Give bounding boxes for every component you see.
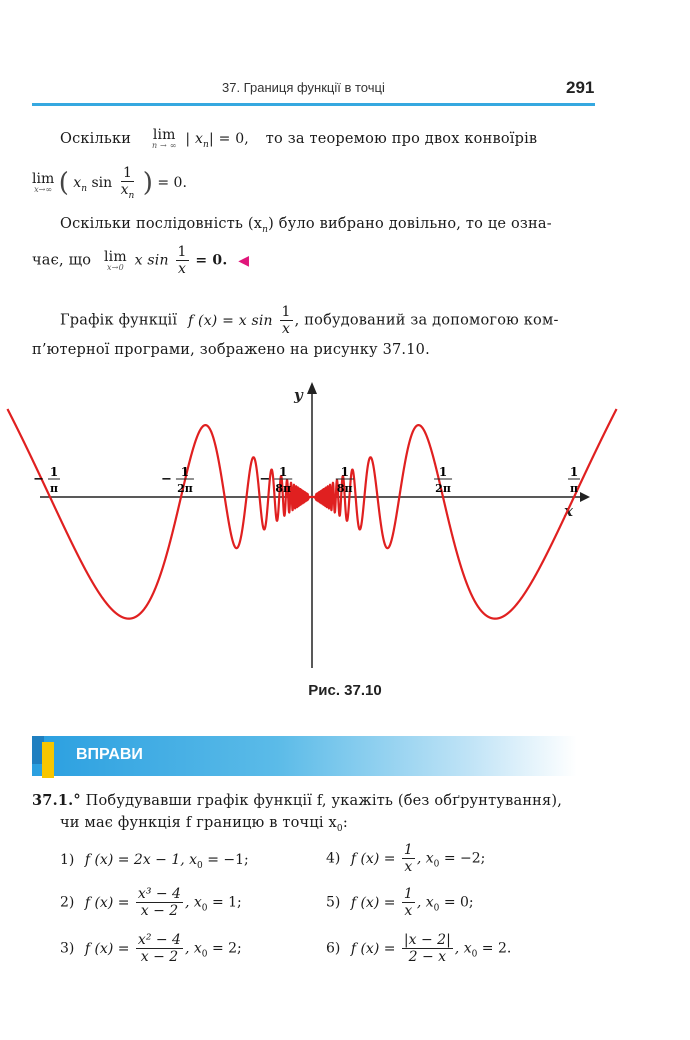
exercise-item-6: 6) f (x) = $\frac{|x - 2|}{2 - x}$ , $x_0 = 2$.: [326, 932, 512, 966]
tick-numerator: 1: [49, 465, 59, 479]
x-axis-label: x: [564, 502, 573, 520]
tick-labels: [33, 465, 580, 495]
p2-sin: sin: [87, 175, 117, 192]
paragraph-3-line-2: [32, 244, 249, 277]
exercise-item-4: 4) f (x) = $\frac{1}{x}$ , $x_0 = -2$;: [326, 842, 486, 876]
end-of-proof-marker: ◀: [238, 252, 250, 269]
p3-limit: lim x→0: [104, 248, 127, 272]
p2-x: x: [73, 175, 82, 192]
exercise-item-3: 3) f (x) = $\frac{\text{x² − 4}}{x - 2}$ , $x_0 = 2$;: [60, 932, 242, 966]
p1-limit: lim n → ∞: [151, 127, 177, 150]
tick-numerator: 1: [569, 465, 579, 479]
p1-expression: | $x_n| = 0$,: [185, 131, 249, 150]
exercise-number: 37.1.°: [32, 792, 81, 809]
tick-denominator: 2π: [435, 482, 451, 495]
function-graph: [0, 380, 690, 670]
p4-expression: f (x) = x sin: [188, 312, 273, 329]
y-axis-arrow: [307, 382, 317, 394]
page-number: 291: [566, 78, 595, 97]
figure-caption: Рис. 37.10: [308, 682, 382, 699]
tick-sign: −: [33, 472, 44, 487]
tick-sign: −: [259, 472, 271, 487]
exercise-item-5: 5) f (x) = $\frac{1}{x}$ , $x_0 = 0$;: [326, 886, 474, 920]
paragraph-3-line-1: Оскільки послідовність $(x_n)$ було вибрано довільно, то це озна-: [60, 216, 552, 235]
header-rule: [32, 103, 595, 106]
tick-denominator: π: [49, 482, 59, 495]
section-tab-yellow: [42, 742, 54, 778]
exercise-statement: Побудувавши графік функції f, укажіть (без обґрунтування),: [85, 793, 563, 809]
tick-denominator: 8π: [275, 482, 292, 495]
exercise-statement-line-2: чи має функція f границю в точці $x_0$:: [60, 815, 348, 834]
p3-fraction: $\frac{1}{x}$: [177, 244, 187, 278]
y-axis-label: y: [294, 386, 303, 404]
tick-label-1: [161, 465, 194, 495]
paragraph-4-line-1: [60, 304, 559, 337]
p4-start: Графік функції: [60, 312, 178, 329]
p1-start: Оскільки: [60, 131, 132, 147]
tick-denominator: 2π: [177, 482, 193, 495]
p3-end: = 0.: [195, 252, 228, 269]
tick-numerator: 1: [438, 465, 448, 479]
paragraph-4-line-2: п’ютерної програми, зображено на рисунку 37.10.: [32, 342, 430, 358]
exercise-item-2: 2) f (x) = $\frac{\text{x³ − 4}}{x - 2}$ , $x_0 = 1$;: [60, 886, 242, 920]
paragraph-1-line-1: [60, 128, 537, 150]
exercise-item-1: 1) f (x) = 2x − 1, $x_0 = -1$;: [60, 852, 249, 871]
p4-mid: , побудований за допомогою ком-: [294, 312, 559, 329]
section-title: ВПРАВИ: [76, 746, 143, 763]
tick-denominator: π: [569, 482, 579, 495]
p4-fraction: $\frac{1}{x}$: [281, 304, 291, 338]
p2-fraction: $\frac{1}{x_n}$: [120, 165, 135, 201]
paragraph-1-line-2: lim x→∞ ( $x_n$ sin $\frac{1}{x_n}$ ) = 0.: [32, 165, 187, 201]
tick-denominator: 8π: [336, 482, 353, 495]
tick-numerator: 1: [279, 465, 288, 479]
p1-limit-sub: n → ∞: [151, 141, 177, 150]
tick-numerator: 1: [180, 465, 190, 479]
x-axis-arrow: [580, 492, 590, 502]
exercise-statement-line-1: [32, 792, 562, 809]
p2-limit: lim x→∞: [32, 171, 55, 195]
p3-start: чає, що: [32, 252, 92, 269]
running-title: 37. Границя функції в точці: [222, 80, 385, 95]
p3-expression: x sin: [134, 252, 169, 269]
p2-end: = 0.: [157, 175, 187, 192]
tick-numerator: 1: [340, 465, 349, 479]
p1-mid: то за теоремою про двох конвоїрів: [265, 131, 538, 147]
tick-sign: −: [161, 472, 172, 487]
